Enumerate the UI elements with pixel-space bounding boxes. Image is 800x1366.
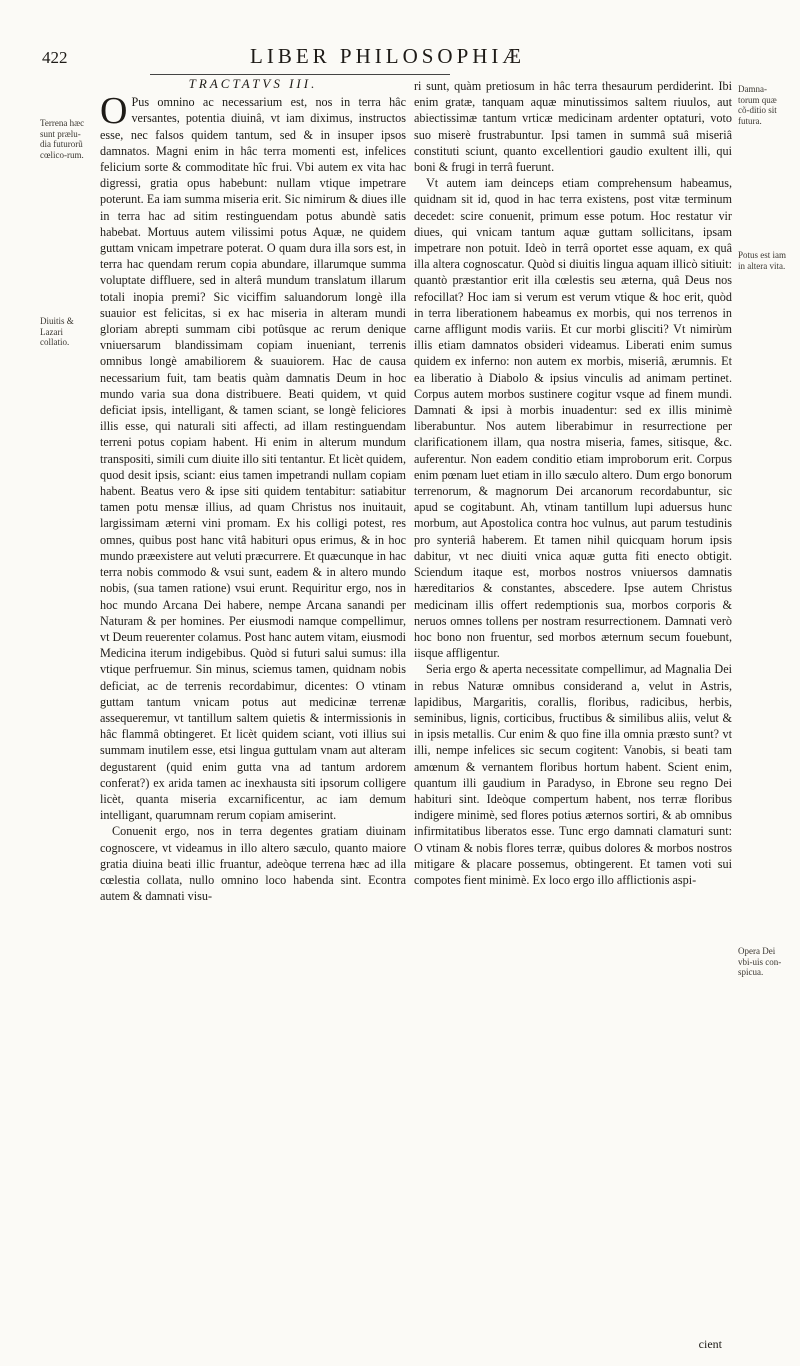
left-paragraph-1-text: Pus omnino ac necessarium est, nos in terra hâc versantes, potentia diuinâ, vt iam diximus, instructos esse, nec falsos quidem tantum, sed & in insuper ipsos damnatos. Magni enim in hâc terra momenti est, infelices felicium sorte & commoditate hîc frui. Vbi autem ex vita hac digressi, gratia opus habebunt: nullam vtique impetrare poterunt. Ea iam summa miseria erit. Sic nimirum & diues ille in terra hac ad sitim restinguendam potus abundè satis habebat. Mortuus autem vilissimi potus Aquæ, ne quidem guttam vnicam impetrare poterat. O quam dura illa sors est, in terra hac quendam rerum copia abundare, illarumque summa voluptate diffluere, sed in alterâ mundum translatum illarum totali inopia premi? Sic viciffim saluandorum longè illa suauior est felicitas, si ex hac miseria in alteram mundi gloriam abrepti summam cibi potûsque ac rerum denique vniuersarum blandissimam copiam inueniant, terrenis omnibus longè amabiliorem & suauiorem. Hac de causa necessarium fuit, tam beatis quàm damnatis Deum in hoc mundo varia sua dona distribuere. Beati quidem, vt quid deficiat ipsis, intelligant, & tamen sciant, se longè feliciores illis esse, qui naturali siti affecti, ad illam restinguendam terreni potus copiam habent. Hi enim in alterum mundum transpositi, simili cum diuite illo siti tentantur. Et licèt quidem, quod desit ipsis, sciant: eius tamen impetrandi nullam copiam habent. Beatus vero & ipse siti quidem tentabitur: satiabitur tamen potu mensæ illius, ad quam Christus nos inuitauit, largissimam æterni vini promam. Ex his colligi potest, res omnes, quibus post hanc vitâ habituri opus erimus, & in hoc mundo præexistere aut veluti præcurrere. Et quæcunque in hac terra nobis commodo & vsui sunt, eadem & in altero mundo nobis, (sua tamen ratione) vsui erunt. Requiritur ergo, nos in hoc mundo Arcana Dei habere, nempe Arcana sanandi per Naturam & per homines. Per eiusmodi namque compellimur, vt Deum reuerenter colamus. Post hanc autem vitam, eiusmodi Medicina iterum indigebibus. Quòd si futuri salui sumus: illa vtique perfruemur. Sin minus, sciemus tamen, quidnam nobis deficiat, ac de terrenis recordabimur, dicentes: O vtinam guttam tantum vnicam potus aut medicinæ terrenæ assequeremur, vt tantillum saltem quietis & intermissionis in hâc flammâ obtingeret. Et licèt quidem sciant, voti illius sui summam inutilem esse, etsi lingua guttulam vnam aut alteram degustarent (quid enim gutta vna ad tantum ardorem conferat?) ex arida tamen ac inexhausta siti ipsorum colligere licèt, quanta miseria excarnificentur, ac iam demum intelligant, quarumnam rerum copiam amiserint.: [100, 95, 407, 823]
margin-note-damnatorum: Damna-torum quæ cõ-ditio sit futura.: [738, 84, 777, 126]
page-number: 422: [42, 48, 68, 67]
tractatus-title: TRACTATVS III.: [188, 76, 318, 91]
left-paragraph-2: Conuenit ergo, nos in terra degentes gratiam diuinam cognoscere, vt videamus in illo altero sæculo, quanto maiore gratia diuina beati illic fruantur, adeòque terrena hæc ad illa cœlestia collata, nullo omnino loco habenda sint. Econtra autem & damnati visu-: [100, 824, 406, 904]
margin-note-potus: Potus est iam in altera vita.: [738, 250, 787, 271]
title-rule: [150, 74, 450, 75]
margin-note-opera: Opera Dei vbi-uis con-spicua.: [738, 946, 782, 977]
drop-capital: O: [100, 90, 128, 133]
right-paragraph-3: Seria ergo & aperta necessitate compellimur, ad Magnalia Dei in rebus Naturæ omnibus considerand a, velut in Astris, lapidibus, Margaritis, corallis, floribus, radicibus, herbis, seminibus, lignis, corticibus, fructibus & similibus aliis, velut & in ipsis metallis. Cur enim & quo fine illa omnia præsto sunt? vt illi, nempe infelices sic secum cogitent: Vanobis, si beati tam amœnum & vernantem floribus hortum habent. Scient enim, quantum illi gaudium in Paradyso, in Ebrone seu regno Dei habituri sint. Ideòque compertum habent, nos terræ floribus indigere minimè, sed flores potius æternos sortiri, & ab omnibus infirmitatibus liberatos esse. Tunc ergo damnati clamaturi sunt: O vtinam & nobis flores terræ, quibus dolores & morbos nostros mitigare & placare possemus, obtingerent. Et tamen voti sui compotes fient minimè. Ex loco ergo illo afflictionis aspi-: [414, 662, 732, 887]
catchword: cient: [698, 1337, 722, 1351]
left-column: [100, 76, 406, 904]
margin-note-terrena: Terrena hæc sunt prælu-dia futurorũ cœlico-rum.: [40, 118, 85, 160]
running-head: LIBER PHILOSOPHIÆ: [250, 44, 526, 68]
margin-note-diuitis: Diuitis & Lazari collatio.: [40, 316, 74, 347]
right-paragraph-1: ri sunt, quàm pretiosum in hâc terra thesaurum perdiderint. Ibi enim gratæ, tanquam aquæ minutissimos saltem riuulos, aut abiectissimæ tantum vrticæ medicinam ardenter optaturi, voto suo miserè frustrabuntur. Ipsi tamen in summâ suâ miseriâ constituti sciunt, quanto excellentiori gaudio exultent illi, qui boni & frugi in terrâ fuerunt.: [414, 79, 732, 175]
left-paragraph-1: [100, 90, 407, 823]
right-column: [414, 78, 732, 888]
right-paragraph-2: Vt autem iam deinceps etiam comprehensum habeamus, quidnam sit id, quod in hac terra existens, post vitæ terminum decedet: scire conuenit, primum esse potum. Hoc restatur vir diues, qui vnicam tantum aquæ guttam sollicitans, ipsam impetrare non potuit. Ideò in terrâ oportet esse aquam, ex quâ illa altera cognoscatur. Quòd si diuitis lingua aquam illicò sitiuit: quantò præstantior erit illa cœlestis seu æterna, quâ Deus nos refocillat? Hoc iam si verum est verum vtique & hoc erit, quòd in terra liberationem habeamus ex morbis, qui nos terrenos in carne affligunt modis variis. Et cur morbi glisciti? Vt nimirùm illis etiam damnatos obsideri videamus. Liberati enim sumus quidem ex inferno: non autem ex morbis, miseriâ, ærumnis. Et ea liberatio à Diabolo & ipsius vinculis ad animam pertinet. Corpus autem morbos sustinere cogitur vsque ad finem mundi. Damnati & ipsi à morbis inuadentur: sed ex illis minimè liberabuntur. Nos autem liberabimur in resurrectione per clarificationem illam, qua nostra miseria, fames, sitisque, &c. auferentur. Non eadem conditio etiam improborum erit. Corpus enim pœnam luet etiam in illo sæculo altero. Dum ergo bonorum terrenorum, & magnorum Dei arcanorum recordabuntur, sic apud se cogitabunt. Ah, vtinam tantillum lupi aduersus hunc morbum, aut Apostolica contra hoc vulnus, aut parum testudinis pro synteriâ haberem. Et tamen nihil quicquam horum ipsis dabitur, vt nec diuiti vnica aquæ gutta fiti enecto obtigit. Sciendum itaque est, morbos nostros vniuersos damnatis hæreditarios & constantes, abscedere. Ipse autem Christus medicinam illis offert redemptionis sua, morbos corporis & neruos omnes tollens per nostram resurrectionem. Damnati verò hoc bono non fruentur, sed morbos æternum secum fouebunt, iisque affligentur.: [414, 176, 732, 661]
